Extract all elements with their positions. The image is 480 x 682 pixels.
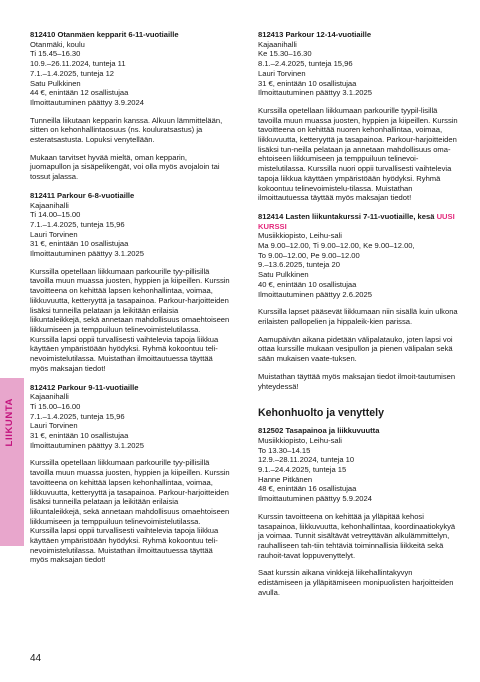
description-paragraph: Kurssilla opetellaan liikkumaan parkourille tyy-pillisillä tavoilla muun muassa juosten, hyppien ja kiipeillen. Kurssin tavoitteena on kehittää lapsen kehonhallintaa, voimaa, liikkuvuutta, ketteryyttä ja tasapainoa. Parkour-harjoitteiden lisäksi tunneilla pelataan ja leikitään erilaisia liikuntaleikkejä, sekä annetaan mahdollisuus omaehtoiseen liikkumiseen ja temppuiluun telinevoimistelutilassa. Kurssilla lapsi oppii turvallisesti vaihtelevia tapoja liikkua käyttäen ympäristöään hyödyksi. Ryhmä kokoontuu teli-nevoimistelutilassa. Muistathan ilmoittautuessa täyttää myös maksajan tiedot! (30, 458, 230, 565)
right-column (258, 30, 458, 606)
course-title: 812411 Parkour 6-8-vuotiaille (30, 190, 135, 200)
course-deadline: Ilmoittautuminen päättyy 5.9.2024 (258, 494, 372, 504)
page-number: 44 (30, 653, 42, 664)
section-side-label: LIIKUNTA (4, 398, 15, 447)
course-dates: 12.9.–28.11.2024, tunteja 10 (258, 455, 355, 465)
course-time: Ma 9.00–12.00, Ti 9.00–12.00, Ke 9.00–12.00, (258, 241, 415, 251)
course-price: 44 €, enintään 12 osallistujaa (30, 88, 129, 98)
description-paragraph: Saat kurssin aikana vinkkejä liikehallintakyvyn edistämiseen ja ylläpitämiseen monipuolisten harjoitteiden avulla. (258, 568, 454, 597)
course-teacher: Lauri Torvinen (30, 229, 78, 239)
course-time: Ke 15.30–16.30 (258, 49, 312, 59)
course-teacher: Lauri Torvinen (30, 421, 78, 431)
course-time: Ti 14.00–15.00 (30, 210, 81, 220)
course-time: Ti 15.00–16.00 (30, 401, 81, 411)
description-paragraph: Kurssilla lapset pääsevät liikkumaan niin sisällä kuin ulkona erilaisten pallopelien ja hippaleik-kien parissa. (258, 307, 458, 326)
description-paragraph: Aamupäivän aikana pidetään välipalatauko, joten lapsi voi ottaa kurssille mukaan vesipullon ja pienen välipalan sekä sään mukaisen vaate-tuksen. (258, 334, 453, 364)
course-location: Otanmäki, koulu (30, 39, 85, 49)
course-entry (258, 426, 458, 597)
course-deadline: Ilmoittautuminen päättyy 3.1.2025 (30, 440, 144, 450)
course-time: To 9.00–12.00, Pe 9.00–12.00 (258, 250, 360, 260)
section-heading: Kehonhuolto ja venyttely (258, 407, 384, 420)
course-price: 40 €, enintään 10 osallistujaa (258, 279, 357, 289)
course-location: Kajaanihalli (258, 39, 297, 49)
course-price: 31 €, enintään 10 osallistujaa (258, 78, 357, 88)
course-time: Ti 15.45–16.30 (30, 49, 81, 59)
description-paragraph: Tunneilla liikutaan kepparin kanssa. Alkuun lämmittelään, sitten on kehonhallintaosuus (ns. kouluratsastus) ja esteratsastusta. Lopuksi venytellään. (30, 115, 223, 145)
course-description (30, 116, 230, 182)
course-entry (30, 30, 230, 182)
course-entry (258, 212, 458, 391)
course-title: 812502 Tasapainoa ja liikkuvuutta (258, 426, 380, 436)
course-location: Kajaanihalli (30, 200, 69, 210)
course-teacher: Satu Pulkkinen (30, 78, 81, 88)
course-description (258, 307, 458, 391)
course-price: 48 €, enintään 16 osallistujaa (258, 484, 357, 494)
course-price: 31 €, enintään 10 osallistujaa (30, 431, 129, 441)
description-paragraph: Kurssilla opetellaan liikkumaan parkourille tyy-pillisillä tavoilla muun muassa juosten, hyppien ja kiipeillen. Kurssin tavoitteena on kehittää lapsen kehonhallintaa, voimaa, liikkuvuutta, ketteryyttä ja tasapainoa. Parkour-harjoitteiden lisäksi tunneilla pelataan ja leikitään erilaisia liikuntaleikkejä, sekä annetaan mahdollisuus omaehtoiseen liikkumiseen ja temppuiluun telinevoimistelutilassa. Kurssilla lapsi oppii turvallisesti vaihtelevia tapoja liikkua käyttäen ympäristöään hyödyksi. Ryhmä kokoontuu teli-nevoimistelutilassa. Muistathan ilmoittautuessa täyttää myös maksajan tiedot! (30, 266, 230, 373)
course-teacher: Lauri Torvinen (258, 68, 306, 78)
course-teacher: Hanne Pitkänen (258, 474, 313, 484)
course-dates: 8.1.–2.4.2025, tunteja 15,96 (258, 59, 353, 69)
course-location: Kajaanihalli (30, 392, 69, 402)
course-dates: 7.1.–1.4.2025, tunteja 15,96 (30, 219, 125, 229)
course-dates: 9.–13.6.2025, tunteja 20 (258, 260, 340, 270)
course-deadline: Ilmoittautuminen päättyy 3.1.2025 (30, 249, 144, 259)
course-deadline: Ilmoittautuminen päättyy 3.1.2025 (258, 88, 372, 98)
course-dates: 7.1.–1.4.2025, tunteja 12 (30, 68, 115, 78)
course-dates: 9.1.–24.4.2025, tunteja 15 (258, 465, 347, 475)
course-location: Musiikkiopisto, Leihu-sali (258, 435, 342, 445)
course-title: 812410 Otanmäen kepparit 6-11-vuotiaille (30, 30, 179, 39)
course-entry (258, 30, 458, 203)
course-title: 812412 Parkour 9-11-vuotiaille (30, 382, 139, 392)
new-course-badge: UUSI KURSSI (258, 211, 455, 231)
course-description (258, 106, 458, 203)
course-location: Musiikkiopisto, Leihu-sali (258, 231, 342, 241)
course-time: To 13.30–14.15 (258, 445, 311, 455)
course-title (258, 212, 458, 231)
course-title-text: 812414 Lasten liikuntakurssi 7-11-vuotiaille, kesä (258, 211, 435, 221)
course-title: 812413 Parkour 12-14-vuotiaille (258, 30, 372, 39)
course-dates: 10.9.–26.11.2024, tunteja 11 (30, 59, 126, 69)
course-deadline: Ilmoittautuminen päättyy 2.6.2025 (258, 289, 372, 299)
course-description (30, 458, 230, 565)
description-paragraph: Mukaan tarvitset hyvää mieltä, oman kepparin, juomapullon ja sisäpelikengät, voi olla myös avojaloin tai tossut jalassa. (30, 152, 220, 182)
course-description (258, 512, 458, 598)
course-entry (30, 383, 230, 566)
description-paragraph: Kurssin tavoitteena on kehittää ja ylläpitää kehosi tasapainoa, liikkuvuutta, kehonhallintaa, koordinaatiokykyä ja voimaa. Tunnit sisältävät vetreyttävän alkulämmittelyn, rauhalliseen tah-tiin tehtäviä toiminnallisia liikkeitä sekä rauhoit-tavat loppuvenyttelyt. (258, 511, 456, 560)
course-teacher: Satu Pulkkinen (258, 270, 309, 280)
course-description (30, 267, 230, 374)
course-deadline: Ilmoittautuminen päättyy 3.9.2024 (30, 97, 144, 107)
course-price: 31 €, enintään 10 osallistujaa (30, 239, 129, 249)
description-paragraph: Muistathan täyttää myös maksajan tiedot ilmoit-tautumisen yhteydessä! (258, 371, 456, 391)
course-entry (30, 191, 230, 374)
left-column (30, 30, 230, 574)
description-paragraph: Kurssilla opetellaan liikkumaan parkourille tyypil-lisillä tavoilla muun muassa juosten, hyppien ja kiipeillen. Kurssin tavoitteena on kehittää nuoren kehonhallintaa, voimaa, liikkuvuutta, ketteryyttä ja tasapainoa. Parkour-harjoitteiden lisäksi tun-neilla pelataan ja annetaan mahdollisuus oma-ehtoiseen liikkumiseen ja temppuiluun telinevoi-mistelutilassa. Kurssilla nuori oppii turvallisesti vaihtelevia tapoja liikkua käyttäen ympäristöään hyödyksi. Ryhmä kokoontuu telinevoimistelu-tilassa. Muistathan ilmoittautuessa täyttää myös maksajan tiedot! (258, 105, 458, 203)
course-dates: 7.1.–1.4.2025, tunteja 15,96 (30, 411, 125, 421)
